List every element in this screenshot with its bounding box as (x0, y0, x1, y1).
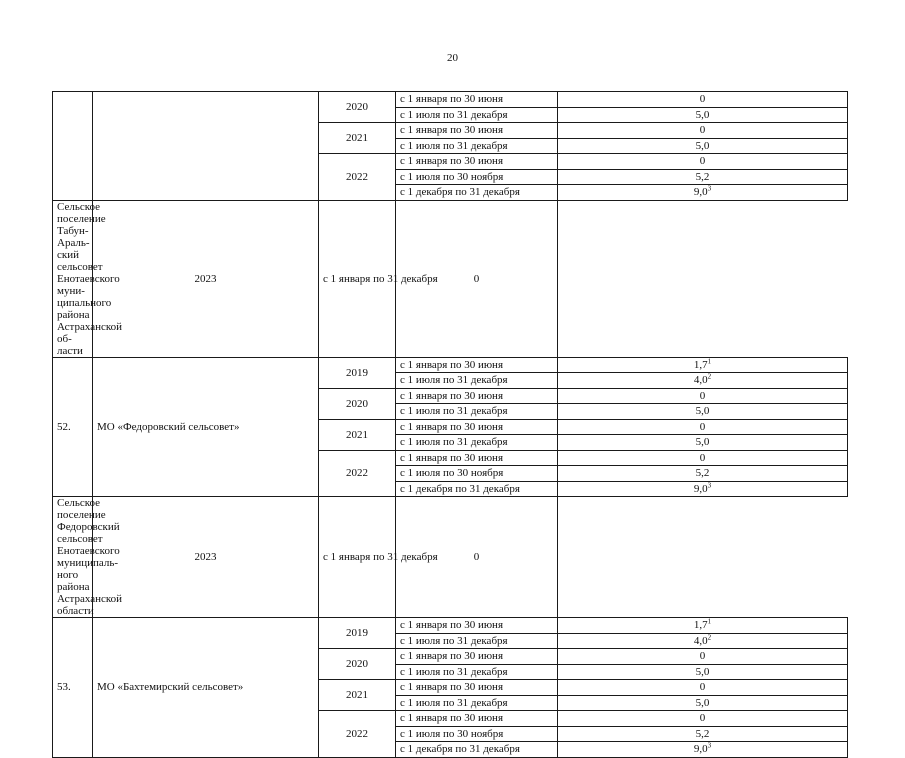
period-cell: с 1 июля по 31 декабря (396, 435, 558, 451)
footnote-marker: 1 (707, 617, 712, 626)
value-cell: 0 (396, 200, 558, 357)
value-cell: 0 (558, 123, 848, 139)
period-cell: с 1 июля по 30 ноября (396, 169, 558, 185)
entity-name: МО «Федоровский сельсовет» (93, 357, 319, 497)
entity-name: Сельское поселение Федоровский сельсовет Енотаевского муниципаль-ного района Астраханской области (53, 497, 93, 618)
period-cell: с 1 июля по 31 декабря (396, 138, 558, 154)
entity-name: МО «Бахтемирский сельсовет» (93, 618, 319, 758)
period-cell: с 1 января по 30 июня (396, 450, 558, 466)
year-cell: 2023 (93, 200, 319, 357)
value-cell: 5,2 (558, 726, 848, 742)
period-cell: с 1 января по 30 июня (396, 680, 558, 696)
value-cell: 5,0 (558, 138, 848, 154)
year-cell: 2022 (319, 450, 396, 497)
period-cell: с 1 июля по 30 ноября (396, 466, 558, 482)
period-cell: с 1 июля по 31 декабря (396, 664, 558, 680)
table-row (53, 497, 848, 618)
value-cell (558, 373, 848, 389)
page-number: 20 (447, 52, 458, 64)
value-cell: 5,2 (558, 466, 848, 482)
period-cell: с 1 января по 30 июня (396, 419, 558, 435)
value-cell: 0 (558, 680, 848, 696)
year-cell: 2021 (319, 680, 396, 711)
year-cell: 2021 (319, 123, 396, 154)
year-cell: 2022 (319, 154, 396, 201)
value-cell: 0 (558, 649, 848, 665)
value-cell: 5,0 (558, 695, 848, 711)
period-cell: с 1 января по 30 июня (396, 123, 558, 139)
value-text: 9,0 (693, 186, 708, 199)
value-text: 9,0 (693, 743, 708, 756)
value-text: 9,0 (693, 482, 708, 495)
period-cell: с 1 января по 30 июня (396, 618, 558, 634)
year-cell: 2021 (319, 419, 396, 450)
year-cell: 2023 (93, 497, 319, 618)
table-row (53, 200, 848, 357)
period-cell: с 1 января по 30 июня (396, 154, 558, 170)
tariff-table (52, 91, 848, 758)
period-cell: с 1 января по 30 июня (396, 649, 558, 665)
value-text: 1,7 (693, 358, 708, 371)
footnote-marker: 3 (707, 184, 712, 193)
row-number (53, 92, 93, 201)
value-cell (558, 357, 848, 373)
value-cell: 0 (558, 388, 848, 404)
entity-name: Сельское поселение Табун-Араль-ский сельсовет Енотаевского муни-ципального района Астраханской об-ласти (53, 200, 93, 357)
value-cell (558, 481, 848, 497)
table-row (53, 618, 848, 634)
value-cell: 0 (558, 92, 848, 108)
value-cell: 0 (558, 450, 848, 466)
period-cell: с 1 декабря по 31 декабря (396, 185, 558, 201)
footnote-marker: 3 (707, 481, 712, 490)
row-number: 53. (53, 618, 93, 758)
value-cell: 5,0 (558, 664, 848, 680)
period-cell: с 1 июля по 31 декабря (396, 373, 558, 389)
entity-name (93, 92, 319, 201)
period-cell: с 1 декабря по 31 декабря (396, 481, 558, 497)
value-cell: 0 (558, 419, 848, 435)
value-cell: 5,0 (558, 435, 848, 451)
period-cell: с 1 июля по 31 декабря (396, 107, 558, 123)
footnote-marker: 2 (707, 372, 712, 381)
value-cell: 0 (558, 154, 848, 170)
year-cell: 2020 (319, 388, 396, 419)
value-cell: 5,0 (558, 107, 848, 123)
value-cell (558, 618, 848, 634)
row-number: 52. (53, 357, 93, 497)
value-cell (558, 185, 848, 201)
value-cell: 5,0 (558, 404, 848, 420)
footnote-marker: 1 (707, 357, 712, 366)
value-text: 4,0 (693, 634, 708, 647)
year-cell: 2020 (319, 92, 396, 123)
period-cell: с 1 июля по 31 декабря (396, 695, 558, 711)
year-cell: 2022 (319, 711, 396, 758)
period-cell: с 1 июля по 31 декабря (396, 633, 558, 649)
table-row (53, 92, 848, 108)
value-cell (558, 742, 848, 758)
value-cell: 0 (558, 711, 848, 727)
value-cell: 5,2 (558, 169, 848, 185)
period-cell: с 1 января по 30 июня (396, 357, 558, 373)
value-text: 1,7 (693, 619, 708, 632)
footnote-marker: 2 (707, 633, 712, 642)
period-cell: с 1 января по 31 декабря (319, 497, 396, 618)
period-cell: с 1 января по 30 июня (396, 711, 558, 727)
period-cell: с 1 января по 31 декабря (319, 200, 396, 357)
year-cell: 2019 (319, 618, 396, 649)
period-cell: с 1 декабря по 31 декабря (396, 742, 558, 758)
table-row (53, 357, 848, 373)
value-cell (558, 633, 848, 649)
period-cell: с 1 января по 30 июня (396, 92, 558, 108)
year-cell: 2020 (319, 649, 396, 680)
period-cell: с 1 июля по 30 ноября (396, 726, 558, 742)
value-text: 4,0 (693, 374, 708, 387)
period-cell: с 1 января по 30 июня (396, 388, 558, 404)
value-cell: 0 (396, 497, 558, 618)
footnote-marker: 3 (707, 741, 712, 750)
period-cell: с 1 июля по 31 декабря (396, 404, 558, 420)
year-cell: 2019 (319, 357, 396, 388)
